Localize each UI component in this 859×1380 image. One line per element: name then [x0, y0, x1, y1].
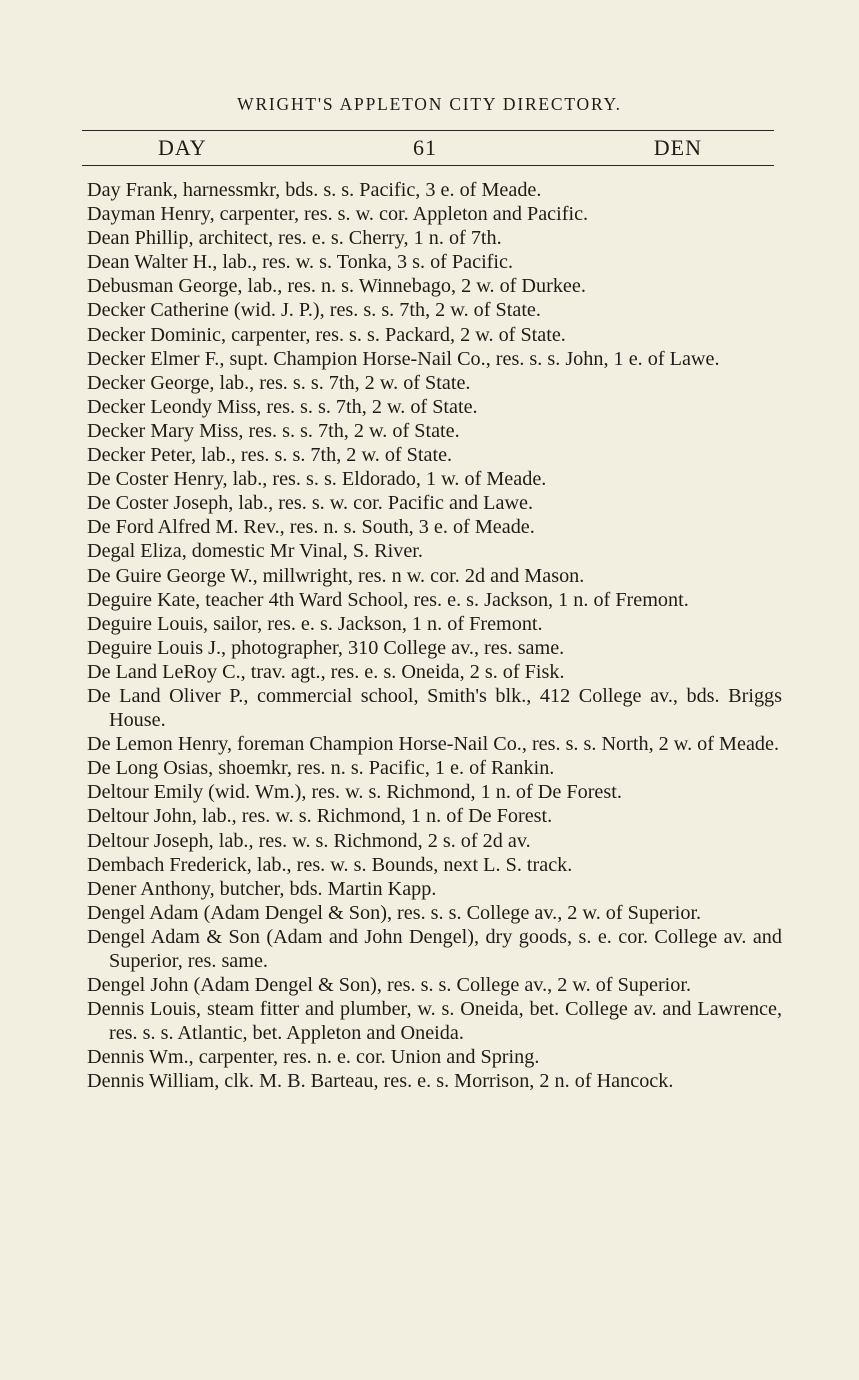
directory-entry: De Guire George W., millwright, res. n w. cor. 2d and Mason. — [87, 564, 585, 587]
directory-entry: Debusman George, lab., res. n. s. Winnebago, 2 w. of Durkee. — [87, 275, 586, 298]
directory-entry: Decker Leondy Miss, res. s. s. 7th, 2 w. of State. — [87, 395, 478, 418]
directory-entry: Deltour John, lab., res. w. s. Richmond, 1 n. of De Forest. — [87, 805, 553, 828]
directory-entry: Decker Dominic, carpenter, res. s. s. Packard, 2 w. of State. — [87, 323, 566, 346]
directory-entry: Dembach Frederick, lab., res. w. s. Bounds, next L. S. track. — [87, 853, 573, 876]
directory-entry: Degal Eliza, domestic Mr Vinal, S. River. — [87, 540, 423, 563]
right-guide-word: DEN — [653, 135, 702, 160]
directory-entry: De Coster Henry, lab., res. s. s. Eldorado, 1 w. of Meade. — [87, 468, 547, 491]
page-number: 61 — [413, 135, 437, 160]
directory-entry: Dengel Adam (Adam Dengel & Son), res. s. s. College av., 2 w. of Superior. — [87, 901, 702, 924]
directory-entry: Deguire Louis, sailor, res. e. s. Jackson, 1 n. of Fremont. — [87, 612, 543, 635]
running-title: WRIGHT'S APPLETON CITY DIRECTORY. — [237, 94, 622, 114]
directory-entry: Dean Walter H., lab., res. w. s. Tonka, 3 s. of Pacific. — [87, 251, 514, 274]
directory-entry: De Long Osias, shoemkr, res. n. s. Pacific, 1 e. of Rankin. — [87, 757, 555, 780]
directory-entry: De Ford Alfred M. Rev., res. n. s. South, 3 e. of Meade. — [87, 516, 535, 539]
directory-entry: Dengel Adam & Son (Adam and John Dengel), dry goods, s. e. cor. College av. and Superior, res. same. — [87, 925, 782, 972]
directory-entry: Decker Mary Miss, res. s. s. 7th, 2 w. of State. — [87, 419, 460, 442]
directory-entry: Dayman Henry, carpenter, res. s. w. cor. Appleton and Pacific. — [87, 203, 589, 226]
directory-entry: Dennis William, clk. M. B. Barteau, res. e. s. Morrison, 2 n. of Hancock. — [87, 1070, 674, 1093]
directory-entry: Dean Phillip, architect, res. e. s. Cherry, 1 n. of 7th. — [87, 227, 502, 250]
header-rule-bottom — [82, 165, 774, 166]
guide-header — [82, 134, 774, 164]
directory-entry: De Coster Joseph, lab., res. s. w. cor. Pacific and Lawe. — [87, 492, 534, 515]
directory-entry: Dengel John (Adam Dengel & Son), res. s. s. College av., 2 w. of Superior. — [87, 974, 692, 997]
directory-entry: Deltour Joseph, lab., res. w. s. Richmond, 2 s. of 2d av. — [87, 829, 531, 852]
header-rule-top — [82, 130, 774, 131]
directory-entry: Deguire Kate, teacher 4th Ward School, res. e. s. Jackson, 1 n. of Fremont. — [87, 588, 689, 611]
directory-entry: Decker Catherine (wid. J. P.), res. s. s. 7th, 2 w. of State. — [87, 299, 541, 322]
directory-entry: De Land LeRoy C., trav. agt., res. e. s. Oneida, 2 s. of Fisk. — [87, 660, 565, 683]
directory-entry: Decker George, lab., res. s. s. 7th, 2 w. of State. — [87, 371, 471, 394]
directory-entry: Dener Anthony, butcher, bds. Martin Kapp. — [87, 877, 437, 900]
directory-entry: Decker Peter, lab., res. s. s. 7th, 2 w. of State. — [87, 444, 453, 467]
directory-entry: De Land Oliver P., commercial school, Smith's blk., 412 College av., bds. Briggs House. — [87, 684, 782, 732]
directory-entry: Dennis Louis, steam fitter and plumber, w. s. Oneida, bet. College av. and Lawrence, res. s. s. Atlantic, bet. Appleton and Oneida. — [87, 998, 782, 1045]
directory-entry: Day Frank, harnessmkr, bds. s. s. Pacific, 3 e. of Meade. — [87, 179, 542, 201]
directory-entry: De Lemon Henry, foreman Champion Horse-Nail Co., res. s. s. North, 2 w. of Meade. — [87, 733, 780, 756]
directory-entry: Deltour Emily (wid. Wm.), res. w. s. Richmond, 1 n. of De Forest. — [87, 781, 622, 804]
left-guide-word: DAY — [158, 135, 207, 160]
directory-entry: Deguire Louis J., photographer, 310 College av., res. same. — [87, 636, 565, 659]
directory-entry: Decker Elmer F., supt. Champion Horse-Nail Co., res. s. s. John, 1 e. of Lawe. — [87, 347, 720, 370]
directory-entry: Dennis Wm., carpenter, res. n. e. cor. Union and Spring. — [87, 1046, 540, 1069]
directory-entries — [87, 178, 782, 1094]
